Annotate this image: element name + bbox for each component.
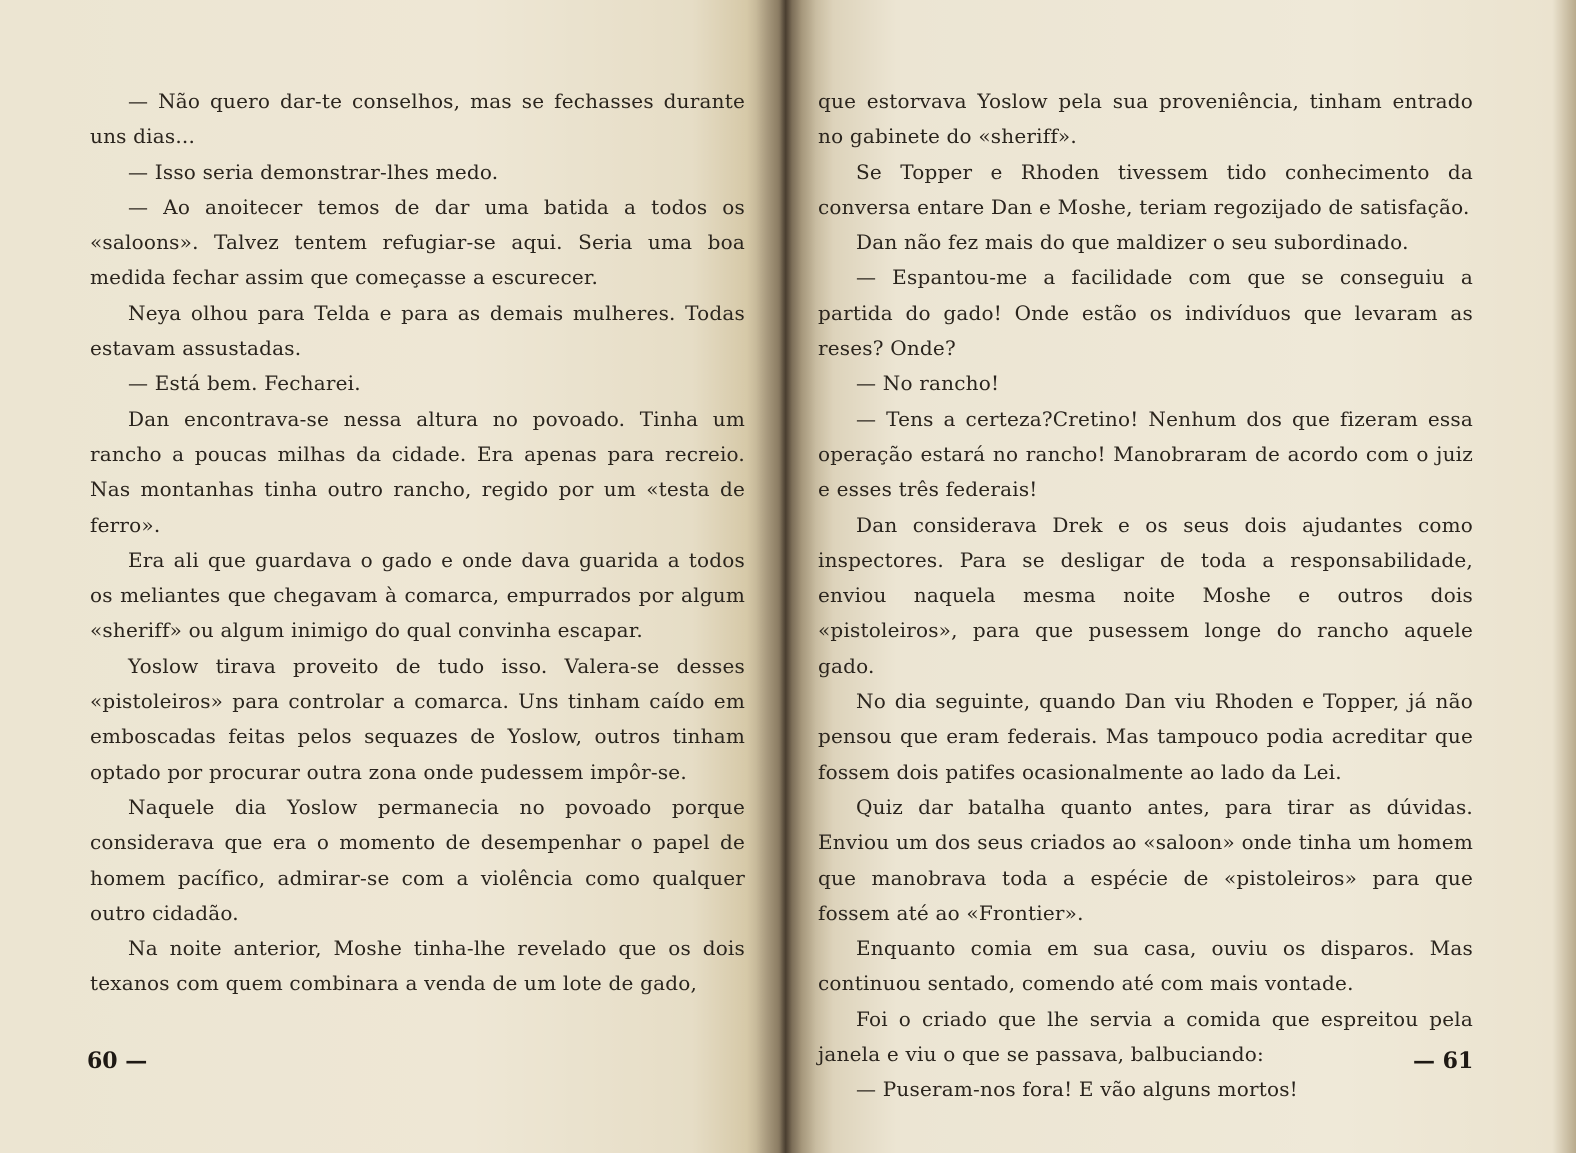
paragraph: Se Topper e Rhoden tivessem tido conhecimento da conversa entare Dan e Moshe, teriam regozijado de satisfação. [818, 159, 1473, 219]
paragraph: — Ao anoitecer temos de dar uma batida a todos os «saloons». Talvez tentem refugiar-se aqui. Seria uma boa medida fechar assim que começasse a escurecer. [90, 194, 745, 290]
paragraph: Dan não fez mais do que maldizer o seu subordinado. [856, 230, 1409, 255]
right-page-text [818, 84, 1473, 1108]
paragraph: — No rancho! [856, 371, 1000, 396]
paragraph: — Não quero dar-te conselhos, mas se fechasses durante uns dias... [90, 89, 745, 149]
paragraph: Enquanto comia em sua casa, ouviu os disparos. Mas continuou sentado, comendo até com mais vontade. [818, 936, 1473, 996]
paragraph: Foi o criado que lhe servia a comida que espreitou pela janela e viu o que se passava, balbuciando: [818, 1006, 1473, 1067]
paragraph: Neya olhou para Telda e para as demais mulheres. Todas estavam assustadas. [90, 300, 745, 361]
paragraph: — Tens a certeza?Cretino! Nenhum dos que fizeram essa operação estará no rancho! Manobraram de acordo com o juiz e esses três federais! [818, 406, 1473, 502]
page-number-left: 60 — [87, 1048, 148, 1074]
left-page-text [90, 84, 745, 1002]
paragraph: — Está bem. Fecharei. [128, 371, 361, 396]
left-page [0, 0, 786, 1153]
paragraph: Dan considerava Drek e os seus dois ajudantes como inspectores. Para se desligar de toda a responsabilidade, enviou naquela mesma noite Moshe e outros dois «pistoleiros», para que pusessem longe do rancho aquele gado. [818, 512, 1473, 678]
paragraph: — Isso seria demonstrar-lhes medo. [128, 159, 499, 184]
paragraph: Naquele dia Yoslow permanecia no povoado porque considerava que era o momento de desempenhar o papel de homem pacífico, admirar-se com a violência como qualquer outro cidadão. [90, 794, 745, 925]
paragraph: Dan encontrava-se nessa altura no povoado. Tinha um rancho a poucas milhas da cidade. Era apenas para recreio. Nas montanhas tinha outro rancho, regido por um «testa de ferro». [90, 406, 745, 537]
page-number-right: — 61 [1413, 1048, 1474, 1074]
paragraph: que estorvava Yoslow pela sua proveniência, tinham entrado no gabinete do «sheriff». [818, 89, 1473, 149]
paragraph: Quiz dar batalha quanto antes, para tirar as dúvidas. Enviou um dos seus criados ao «saloon» onde tinha um homem que manobrava toda a espécie de «pistoleiros» para que fossem até ao «Frontier». [818, 794, 1473, 925]
paragraph: No dia seguinte, quando Dan viu Rhoden e Topper, já não pensou que eram federais. Mas tampouco podia acreditar que fossem dois patifes ocasionalmente ao lado da Lei. [818, 689, 1473, 784]
paragraph: Na noite anterior, Moshe tinha-lhe revelado que os dois texanos com quem combinara a venda de um lote de gado, [90, 936, 745, 996]
paragraph: — Puseram-nos fora! E vão alguns mortos! [856, 1077, 1298, 1102]
paragraph: Era ali que guardava o gado e onde dava guarida a todos os meliantes que chegavam à comarca, empurrados por algum «sheriff» ou algum inimigo do qual convinha escapar. [90, 547, 745, 643]
paragraph: Yoslow tirava proveito de tudo isso. Valera-se desses «pistoleiros» para controlar a comarca. Uns tinham caído em emboscadas feitas pelos sequazes de Yoslow, outros tinham optado por procurar outra zona onde pudessem impôr-se. [90, 653, 745, 784]
paragraph: — Espantou-me a facilidade com que se conseguiu a partida do gado! Onde estão os indivíduos que levaram as reses? Onde? [818, 265, 1473, 361]
